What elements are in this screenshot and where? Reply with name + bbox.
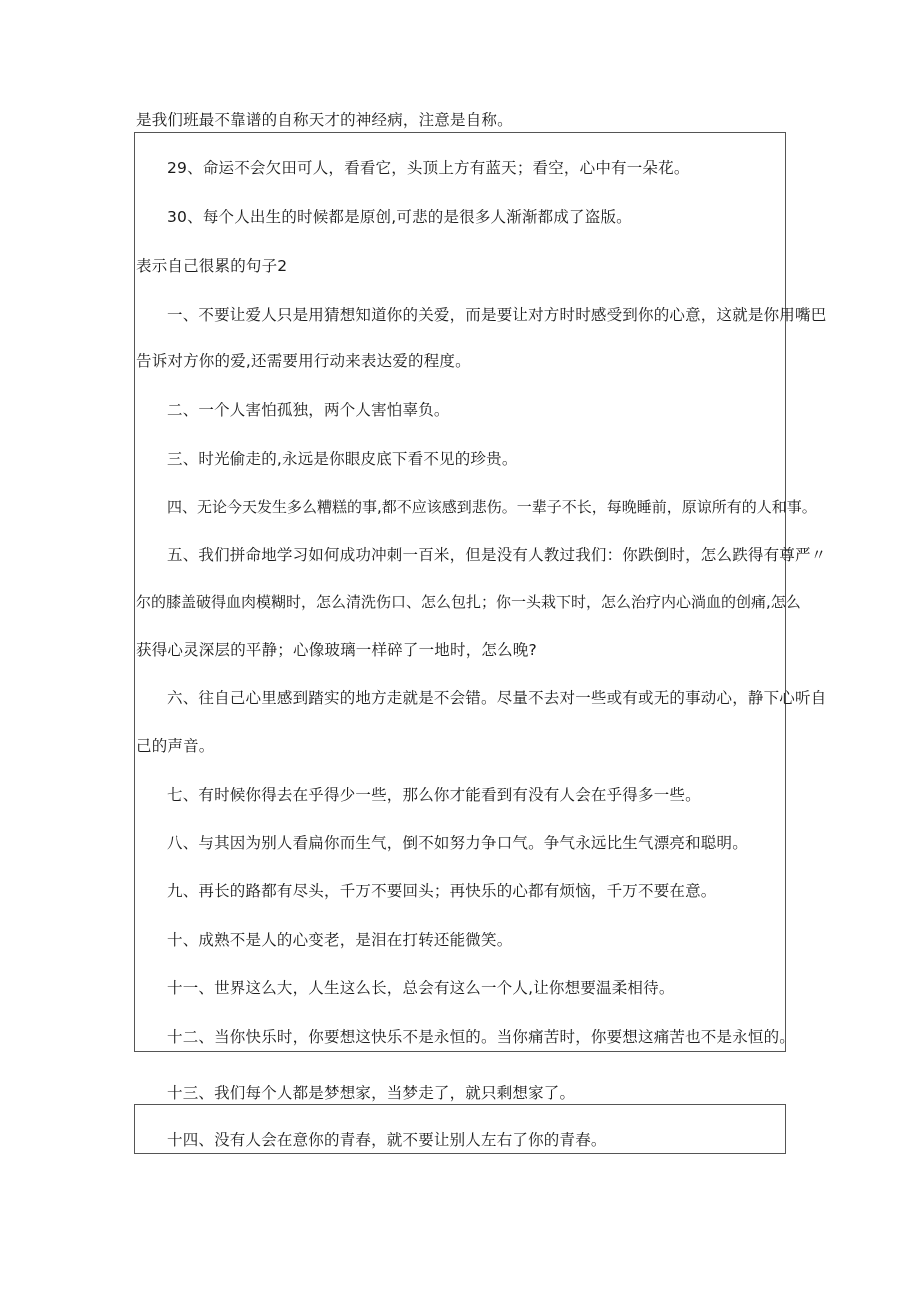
box1-line-11: 获得心灵深层的平静；心像玻璃一样碎了一地时，怎么晚? xyxy=(136,641,537,659)
box1-line-7: 三、时光偷走的,永远是你眼皮底下看不见的珍贵。 xyxy=(167,450,518,468)
box1-line-19: 十二、当你快乐时，你要想这快乐不是永恒的。当你痛苦时，你要想这痛苦也不是永恒的。 xyxy=(167,1028,796,1046)
box1-line-2: 30、每个人出生的时候都是原创,可悲的是很多人渐渐都成了盗版。 xyxy=(167,208,632,226)
top-text-line: 是我们班最不靠谱的自称天才的神经病，注意是自称。 xyxy=(136,111,513,129)
box1-line-4: 一、不要让爱人只是用猜想知道你的关爱，而是要让对方时时感受到你的心意，这就是你用嘴巴 xyxy=(167,306,827,324)
box1-line-16: 九、再长的路都有尽头，千万不要回头；再快乐的心都有烦恼，千万不要在意。 xyxy=(167,882,717,900)
box1-line-15: 八、与其因为别人看扁你而生气，倒不如努力争口气。争气永远比生气漂亮和聪明。 xyxy=(167,834,748,852)
box1-line-1: 29、命运不会欠田可人，看看它，头顶上方有蓝天；看空，心中有一朵花。 xyxy=(167,159,690,177)
box1-line-9: 五、我们拼命地学习如何成功冲刺一百米，但是没有人教过我们：你跌倒时，怎么跌得有尊严〃 xyxy=(167,546,827,564)
box1-line-5: 告诉对方你的爱,还需要用行动来表达爱的程度。 xyxy=(136,352,471,370)
box1-line-12: 六、往自己心里感到踏实的地方走就是不会错。尽量不去对一些或有或无的事动心，静下心听自 xyxy=(167,689,827,707)
box1-line-13: 己的声音。 xyxy=(136,737,215,755)
box1-line-10: 尔的膝盖破得血肉模糊时，怎么清洗伤口、怎么包扎；你一头栽下时，怎么治疗内心淌血的创痛,怎么 xyxy=(136,593,801,611)
box2-line-1: 十四、没有人会在意你的青春，就不要让别人左右了你的青春。 xyxy=(167,1131,607,1149)
box1-section-heading: 表示自己很累的句子2 xyxy=(136,257,288,275)
box1-line-14: 七、有时候你得去在乎得少一些，那么你才能看到有没有人会在乎得多一些。 xyxy=(167,786,701,804)
box1-line-17: 十、成熟不是人的心变老，是泪在打转还能微笑。 xyxy=(167,931,513,949)
middle-text-line: 十三、我们每个人都是梦想家，当梦走了，就只剩想家了。 xyxy=(167,1084,576,1102)
box1-line-18: 十一、世界这么大，人生这么长，总会有这么一个人,让你想要温柔相待。 xyxy=(167,979,675,997)
box1-line-8: 四、无论今天发生多么糟糕的事,都不应该感到悲伤。一辈子不长，每晚睡前，原谅所有的人和事。 xyxy=(167,498,817,516)
box1-line-6: 二、一个人害怕孤独，两个人害怕辜负。 xyxy=(167,401,450,419)
